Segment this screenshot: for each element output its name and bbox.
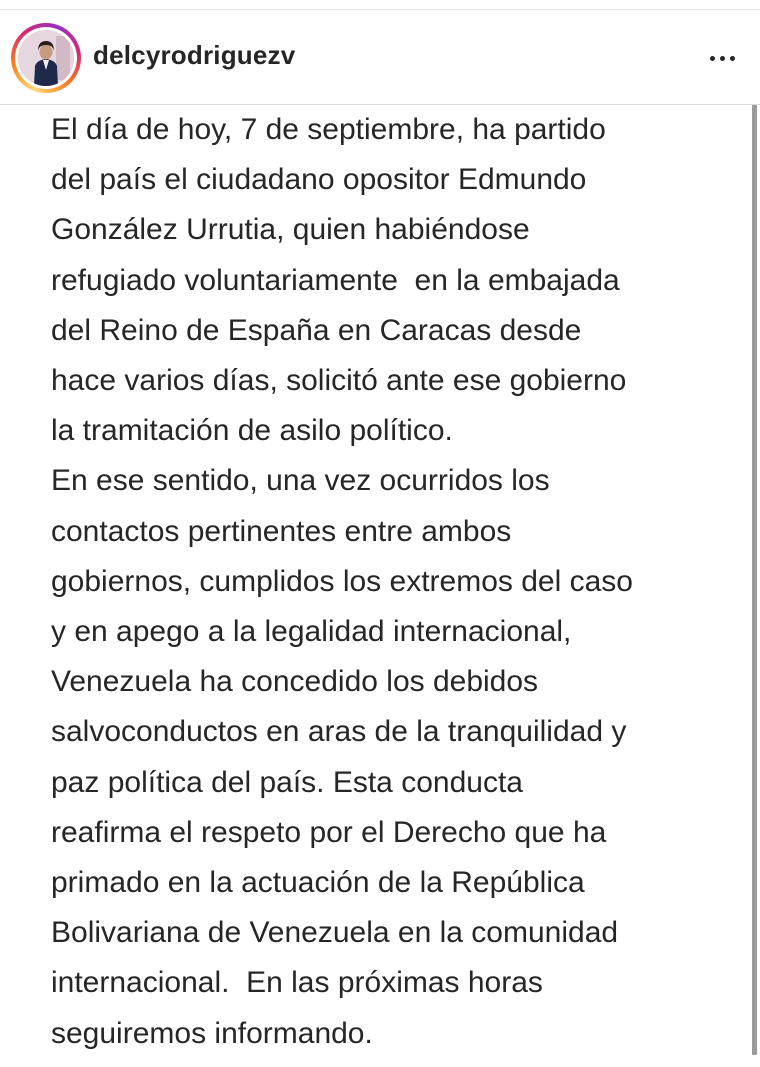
- caption-line: salvoconductos en aras de la tranquilidad y: [51, 715, 627, 749]
- caption-line: gobiernos, cumplidos los extremos del caso: [51, 564, 633, 598]
- post-caption: [51, 105, 741, 1059]
- caption-line: González Urrutia, quien habiéndose: [51, 213, 530, 247]
- story-ring[interactable]: [11, 23, 81, 93]
- caption-line: En ese sentido, una vez ocurridos los: [51, 464, 550, 498]
- caption-line: paz política del país. Esta conducta: [51, 765, 523, 799]
- caption-line: Venezuela ha concedido los debidos: [51, 665, 539, 699]
- avatar[interactable]: [18, 30, 74, 86]
- caption-line: del país el ciudadano opositor Edmundo: [51, 163, 587, 197]
- caption-line: seguiremos informando.: [51, 1016, 373, 1050]
- caption-line: refugiado voluntariamente en la embajada: [51, 263, 620, 297]
- caption-line: primado en la actuación de la República: [51, 866, 585, 900]
- profile-photo: [18, 30, 74, 86]
- caption-line: reafirma el respeto por el Derecho que ha: [51, 815, 607, 849]
- more-horizontal-icon[interactable]: [704, 40, 740, 76]
- caption-line: Bolivariana de Venezuela en la comunidad: [51, 916, 619, 950]
- scrollbar[interactable]: [752, 105, 757, 1055]
- caption-line: hace varios días, solicitó ante ese gobierno: [51, 364, 627, 398]
- username[interactable]: delcyrodriguezv: [93, 40, 296, 70]
- caption-line: la tramitación de asilo político.: [51, 414, 453, 448]
- caption-line: contactos pertinentes entre ambos: [51, 514, 512, 548]
- caption-line: El día de hoy, 7 de septiembre, ha partido: [51, 113, 606, 146]
- caption-line: internacional. En las próximas horas: [51, 966, 543, 1000]
- caption-line: del Reino de España en Caracas desde: [51, 313, 582, 347]
- caption-line: y en apego a la legalidad internacional,: [51, 615, 572, 649]
- post-header: [0, 10, 760, 105]
